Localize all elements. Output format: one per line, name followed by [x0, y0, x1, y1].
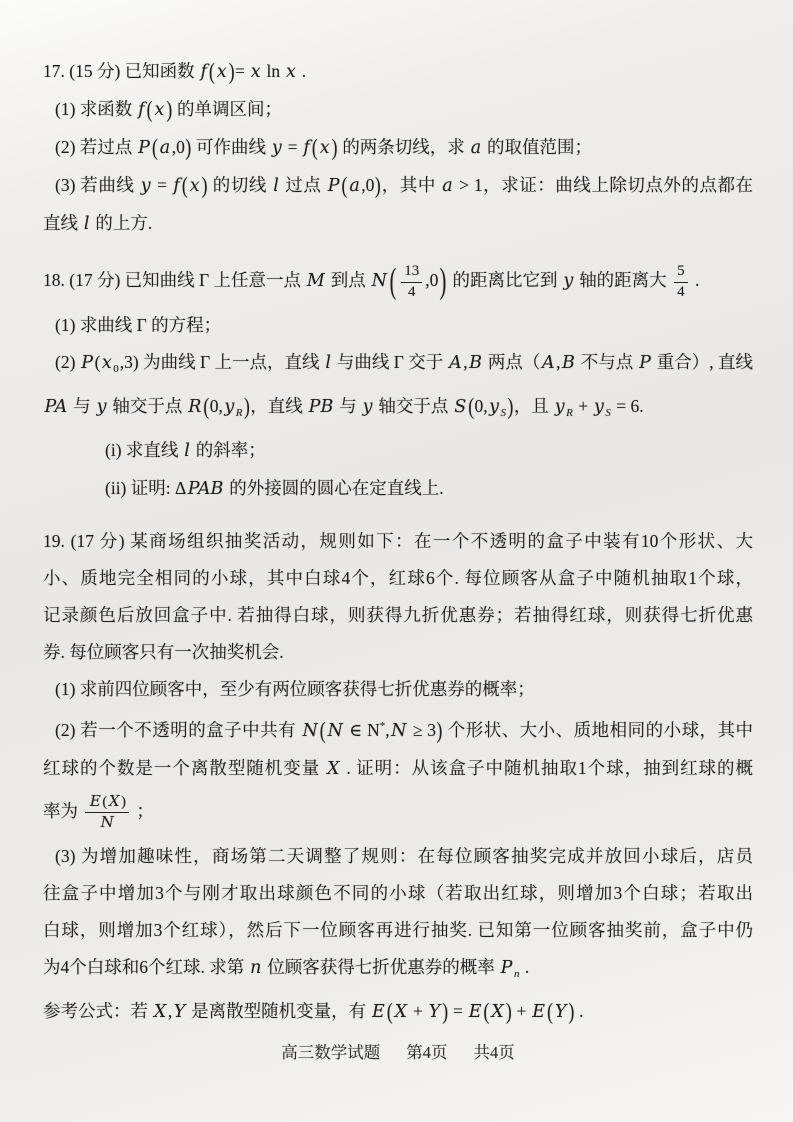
text-run: ,3) 为曲线 Γ 上一点，直线: [119, 351, 324, 372]
math-variable: y: [362, 396, 373, 417]
problem-19-q2-formula: [43, 793, 753, 833]
math-variable: X: [153, 1002, 167, 1022]
problem-17-q1: [43, 96, 753, 123]
math-variable: E: [372, 1002, 385, 1022]
text-run: 直线: [43, 213, 83, 233]
math-variable: y: [224, 396, 235, 417]
exam-content: [43, 58, 753, 1025]
text-run: +: [408, 1001, 428, 1021]
text-run: =: [152, 175, 172, 195]
text-run: .: [574, 1001, 584, 1021]
text-run: 不与点: [576, 351, 638, 372]
footer-page-number: 第4页: [406, 1043, 448, 1062]
math-variable: PA: [44, 396, 68, 417]
math-variable: l: [273, 176, 279, 196]
math-variable: y: [554, 396, 565, 417]
text-run: (: [102, 793, 108, 810]
text-run: ∈ N: [344, 719, 380, 740]
math-subscript: 0: [113, 362, 119, 375]
footer-doc-title: 高三数学试题: [281, 1043, 381, 1062]
text-run: 的斜率；: [191, 439, 266, 460]
text-run: 17. (15 分) 已知函数: [43, 61, 200, 81]
math-variable: A: [541, 352, 555, 373]
math-paren: (: [151, 133, 158, 161]
text-run: 个形状、大小、质地相同的小球，其中: [442, 719, 754, 740]
text-run: 4: [677, 283, 685, 300]
text-run: 5: [677, 263, 685, 279]
problem-17-q3: [43, 172, 753, 199]
math-fraction: [85, 793, 129, 833]
problem-17-q2: [43, 134, 753, 161]
text-run: 白球，则增加3个红球），然后下一位顾客再进行抽奖. 已知第一位顾客抽奖前，盒子中仍: [43, 920, 753, 940]
text-run: 记录颜色后放回盒子中. 若抽得白球，则获得九折优惠券；若抽得红球，则获得七折优惠: [43, 604, 753, 625]
text-run: ): [121, 793, 127, 810]
math-variable: x: [189, 176, 200, 196]
math-variable: N: [327, 720, 343, 741]
math-variable: a: [159, 138, 171, 158]
math-variable: PAB: [187, 478, 224, 499]
math-variable: A: [449, 352, 462, 373]
math-variable: f: [138, 100, 145, 120]
problem-19-reference: [43, 998, 753, 1025]
text-run: 过点: [280, 175, 327, 195]
math-variable: E: [468, 1002, 482, 1022]
text-run: ，直线: [250, 395, 308, 416]
text-run: 往盒子中增加3个与刚才取出球颜色不同的小球（若取出红球，则增加3个白球；若取出: [43, 883, 753, 903]
math-variable: R: [188, 396, 202, 417]
text-run: =: [448, 1001, 468, 1021]
problem-18-title: [43, 259, 753, 301]
text-run: =: [235, 61, 250, 81]
math-paren: (: [203, 392, 210, 419]
math-variable: X: [394, 1002, 408, 1022]
math-paren: (: [181, 171, 188, 199]
math-paren: ): [442, 997, 449, 1025]
math-subscript: S: [500, 406, 507, 419]
text-run: 参考公式：若: [43, 1001, 153, 1021]
math-fraction: [674, 263, 688, 301]
math-variable: Y: [428, 1002, 441, 1022]
math-paren: (: [547, 997, 553, 1025]
math-variable: f: [173, 176, 180, 196]
problem-18-q2-i: [43, 437, 753, 464]
text-run: 可作曲线: [191, 137, 271, 157]
text-run: (ii) 证明: Δ: [105, 477, 187, 498]
text-run: (3) 为增加趣味性，商场第二天调整了规则：在每位顾客抽奖完成并放回小球后，店员: [55, 846, 753, 866]
math-variable: y: [96, 396, 107, 417]
text-run: 重合）, 直线: [652, 351, 754, 372]
math-variable: y: [489, 396, 500, 417]
problem-19-q2: [43, 713, 753, 744]
math-variable: f: [200, 62, 208, 82]
text-run: . 证明：从该盒子中随机抽取1个球，抽到红球的概: [341, 757, 754, 778]
math-paren: ): [228, 57, 235, 85]
text-run: 红球的个数是一个离散型随机变量: [43, 757, 326, 778]
problem-19-line2: [43, 565, 753, 591]
footer-page-total: 共4页: [473, 1043, 515, 1062]
text-run: (2): [55, 351, 80, 372]
math-variable: x: [286, 62, 296, 82]
problem-18-q2-cont: [43, 393, 753, 426]
text-run: 轴交于点: [373, 395, 453, 416]
text-run: 4: [407, 283, 416, 300]
math-variable: l: [325, 352, 331, 373]
math-variable: Y: [554, 1002, 567, 1022]
math-superscript: *: [379, 719, 386, 732]
math-paren: ): [436, 716, 443, 743]
problem-19-line4: [43, 639, 753, 665]
math-paren: (: [389, 259, 397, 301]
math-paren: (: [341, 171, 348, 199]
math-subscript: R: [566, 406, 573, 419]
problem-18-q2-ii: [43, 475, 753, 502]
text-run: ln: [262, 61, 285, 81]
text-run: (1) 求曲线 Γ 的方程；: [55, 314, 222, 335]
text-run: 率为: [43, 800, 83, 821]
text-run: .: [520, 957, 530, 977]
text-run: 的取值范围；: [482, 137, 592, 157]
text-run: (2) 若过点: [55, 137, 137, 157]
math-variable: N: [302, 720, 318, 741]
text-run: ，其中: [381, 175, 441, 195]
math-variable: f: [303, 138, 310, 158]
text-run: 0,: [209, 395, 223, 416]
problem-17-title: [43, 58, 753, 85]
math-paren: ): [166, 95, 173, 123]
text-run: ,0: [171, 137, 185, 157]
math-variable: B: [469, 352, 483, 373]
math-variable: M: [306, 270, 325, 291]
math-variable: X: [327, 758, 340, 779]
problem-19-q1: [43, 676, 753, 702]
math-subscript: S: [605, 406, 611, 419]
text-run: .: [690, 269, 700, 290]
text-run: ,: [556, 351, 561, 372]
text-run: 的上方.: [90, 213, 153, 233]
math-paren: ): [201, 171, 208, 199]
math-variable: P: [639, 352, 651, 373]
text-run: 与: [334, 395, 362, 416]
math-variable: X: [491, 1002, 504, 1022]
text-run: .: [297, 61, 307, 81]
text-run: +: [512, 1001, 531, 1021]
math-variable: PB: [308, 396, 334, 417]
text-run: 到点: [326, 269, 371, 290]
math-variable: x: [250, 62, 261, 82]
math-paren: (: [319, 716, 326, 743]
math-paren: ): [243, 392, 250, 419]
math-variable: a: [470, 138, 482, 158]
math-variable: P: [327, 176, 340, 196]
text-run: (1) 求函数: [55, 99, 137, 119]
text-run: 的距离比它到: [448, 269, 562, 290]
math-variable: x: [216, 62, 227, 82]
text-run: 与曲线 Γ 交于: [332, 351, 448, 372]
text-run: 位顾客获得七折优惠券的概率: [262, 957, 500, 977]
text-run: 小、质地完全相同的小球，其中白球4个，红球6个. 每位顾客从盒子中随机抽取1个球，: [43, 567, 753, 588]
text-run: ,: [385, 719, 390, 740]
problem-19-q3-line3: [43, 917, 753, 943]
math-paren: ): [568, 997, 575, 1025]
text-run: 是离散型随机变量，有: [186, 1001, 371, 1021]
text-run: (: [94, 351, 101, 372]
problem-19-title: [43, 528, 753, 554]
text-run: 轴的距离大: [574, 269, 672, 290]
text-run: = 6.: [611, 395, 644, 416]
math-variable: P: [81, 352, 94, 373]
math-paren: ): [185, 133, 192, 161]
math-variable: l: [184, 440, 190, 461]
text-run: 为4个白球和6个红球. 求第: [43, 957, 249, 977]
text-run: 两点（: [483, 351, 541, 372]
math-variable: x: [154, 100, 165, 120]
text-run: =: [283, 137, 302, 157]
math-variable: a: [349, 176, 360, 196]
problem-19-q3: [43, 843, 753, 869]
math-variable: N: [391, 720, 407, 741]
math-variable: y: [563, 270, 574, 291]
problem-18-q2: [43, 349, 753, 382]
math-paren: ): [331, 133, 338, 161]
math-variable: x: [319, 138, 330, 158]
text-run: 的两条切线，求: [337, 137, 470, 157]
problem-17-q3-cont: [43, 210, 753, 237]
text-run: ,: [167, 1001, 173, 1021]
math-subscript: R: [235, 406, 243, 419]
text-run: 0,: [474, 395, 488, 416]
math-paren: (: [386, 997, 393, 1025]
problem-19-q3-line4: [43, 954, 753, 987]
math-variable: Y: [173, 1002, 186, 1022]
text-run: 的切线: [207, 175, 272, 195]
math-variable: N: [371, 270, 387, 291]
text-run: (i) 求直线: [105, 439, 183, 460]
math-paren: (: [468, 392, 475, 419]
math-paren: ): [439, 259, 447, 301]
math-paren: ): [505, 997, 512, 1025]
text-run: > 1，求证：曲线上除切点外的点都在: [454, 175, 754, 195]
math-variable: N: [100, 813, 114, 832]
math-paren: ): [374, 171, 381, 199]
text-run: +: [573, 395, 593, 416]
text-run: 13: [404, 263, 420, 279]
math-variable: E: [532, 1002, 546, 1022]
text-run: ≥ 3: [407, 719, 437, 740]
math-paren: (: [311, 133, 318, 161]
text-run: ；: [132, 800, 154, 821]
problem-19-q2-cont: [43, 755, 753, 782]
text-run: (3) 若曲线: [55, 175, 140, 195]
math-variable: y: [271, 138, 282, 158]
text-run: 与: [68, 395, 96, 416]
text-run: (2) 若一个不透明的盒子中共有: [55, 719, 301, 740]
math-paren: (: [209, 57, 215, 85]
math-variable: P: [500, 958, 513, 978]
math-paren: (: [483, 997, 490, 1025]
math-variable: n: [250, 958, 262, 978]
problem-19-q3-line2: [43, 880, 753, 906]
page-footer: [43, 1039, 753, 1063]
text-run: 的单调区间；: [172, 99, 283, 119]
text-run: 的外接圆的圆心在定直线上.: [224, 477, 444, 498]
math-variable: x: [101, 352, 112, 373]
text-run: ，且: [513, 395, 554, 416]
math-subscript: n: [513, 968, 520, 980]
math-variable: B: [561, 352, 575, 373]
text-run: ,: [463, 351, 468, 372]
text-run: ,0: [425, 269, 439, 290]
text-run: (1) 求前四位顾客中，至少有两位顾客获得七折优惠券的概率；: [55, 678, 535, 699]
math-variable: a: [442, 176, 453, 196]
problem-18-q1: [43, 312, 753, 338]
math-variable: P: [138, 138, 150, 158]
math-paren: ): [507, 392, 514, 419]
math-paren: (: [146, 95, 153, 123]
math-variable: E: [89, 791, 101, 810]
math-fraction: [401, 263, 422, 301]
math-variable: y: [594, 396, 604, 417]
math-variable: l: [83, 214, 90, 234]
text-run: 18. (17 分) 已知曲线 Γ 上任意一点: [43, 269, 306, 290]
text-run: ,0: [361, 175, 375, 195]
text-run: 券. 每位顾客只有一次抽奖机会.: [43, 641, 284, 662]
problem-19-line3: [43, 602, 753, 628]
math-variable: y: [140, 176, 151, 196]
text-run: 19. (17 分) 某商场组织抽奖活动，规则如下：在一个不透明的盒子中装有10个形状、大: [43, 530, 753, 551]
text-run: 轴交于点: [107, 395, 187, 416]
math-variable: S: [454, 396, 467, 417]
math-variable: X: [108, 791, 120, 810]
